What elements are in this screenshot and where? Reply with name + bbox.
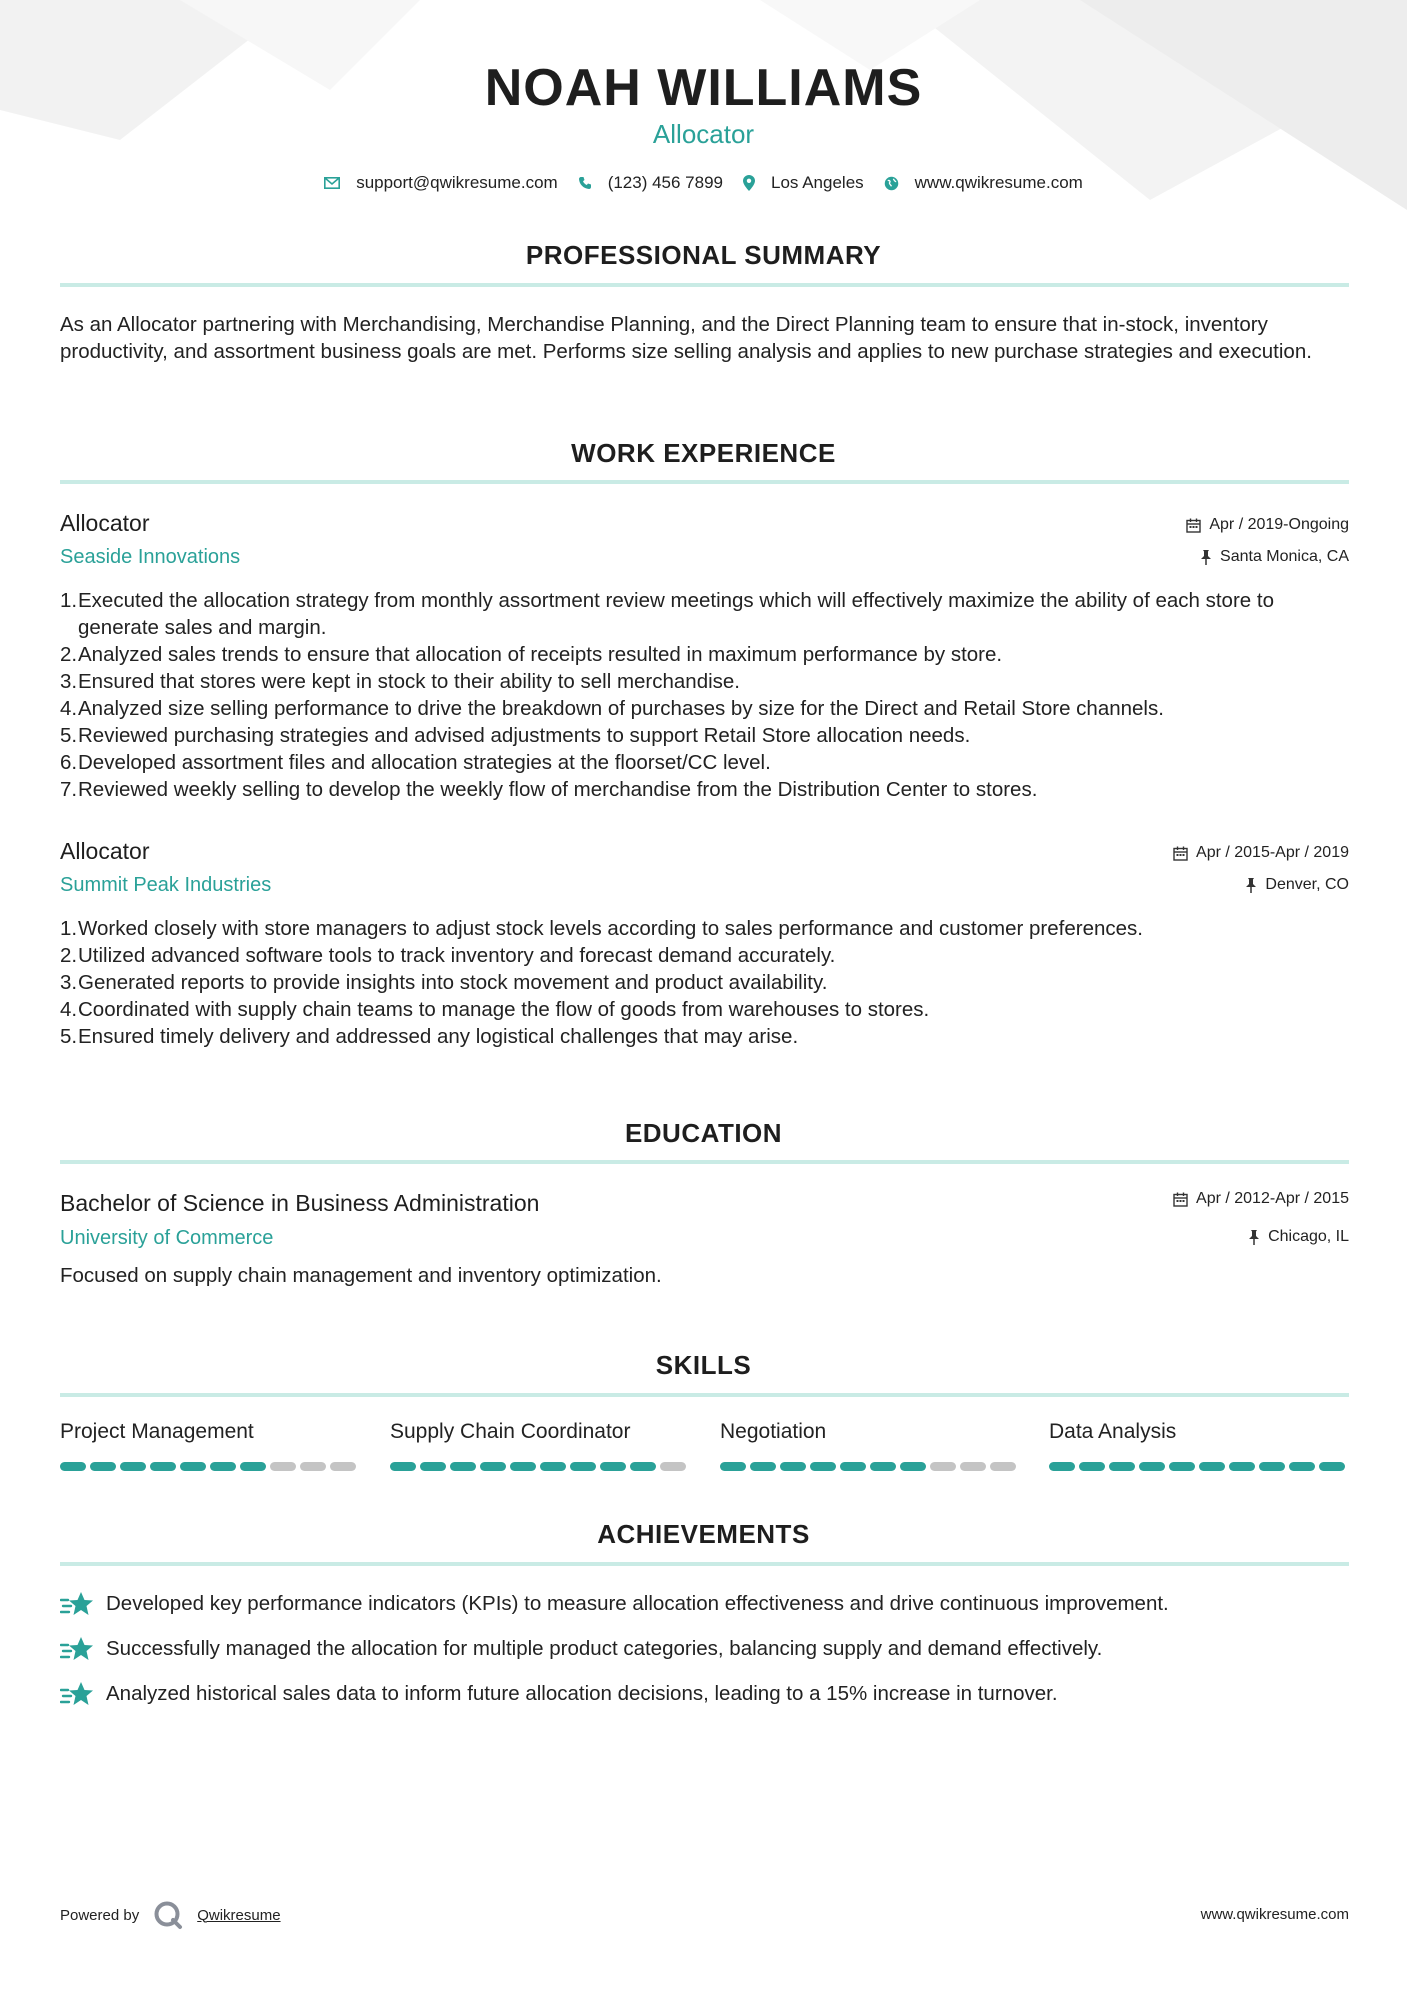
education-dates — [1173, 1190, 1349, 1208]
envelope-icon — [324, 177, 340, 189]
list-item: 5. Ensured timely delivery and addressed any logistical challenges that may arise. — [60, 1025, 799, 1048]
skill-segment-filled — [150, 1462, 176, 1471]
education-divider — [60, 1160, 1349, 1164]
candidate-name: NOAH WILLIAMS — [484, 59, 923, 117]
job-1-location-text: Santa Monica, CA — [1220, 548, 1349, 565]
qwikresume-link[interactable]: Qwikresume — [197, 1906, 281, 1924]
job-1-bullets — [60, 587, 1349, 803]
calendar-icon — [1173, 846, 1188, 861]
job-1-dates — [1186, 516, 1349, 534]
list-item: 2. Analyzed sales trends to ensure that allocation of receipts resulted in maximum performance by store. — [60, 643, 1003, 666]
skill-label: Data Analysis — [1049, 1420, 1177, 1443]
skill-segment-filled — [750, 1462, 776, 1471]
list-item: 4. Analyzed size selling performance to drive the breakdown of purchases by size for the Direct and Retail Store channels. — [60, 697, 1164, 720]
skill-segment-filled — [810, 1462, 836, 1471]
pushpin-icon — [1200, 550, 1212, 565]
achievements-divider — [60, 1562, 1349, 1566]
job-1-company: Seaside Innovations — [60, 546, 241, 568]
job-2-location — [1245, 876, 1349, 894]
job-1-location — [1200, 548, 1349, 566]
skill-item — [720, 1420, 1020, 1471]
list-item: 2. Utilized advanced software tools to track inventory and forecast demand accurately. — [60, 944, 836, 967]
powered-by-label: Powered by — [60, 1906, 140, 1924]
skill-segment-filled — [420, 1462, 446, 1471]
skill-segment-empty — [930, 1462, 956, 1471]
skill-segment-filled — [1229, 1462, 1255, 1471]
skill-level-bar — [720, 1462, 1020, 1471]
achievement-item — [60, 1680, 1349, 1708]
contact-location — [743, 173, 864, 193]
education-description: Focused on supply chain management and inventory optimization. — [60, 1264, 662, 1287]
job-2-dates-text: Apr / 2015-Apr / 2019 — [1196, 844, 1349, 861]
list-item: 3. Ensured that stores were kept in stock to their ability to sell merchandise. — [60, 670, 741, 693]
education-location-text: Chicago, IL — [1268, 1228, 1349, 1245]
job-2-company: Summit Peak Industries — [60, 874, 272, 896]
candidate-title: Allocator — [652, 119, 755, 149]
skill-segment-empty — [270, 1462, 296, 1471]
skill-segment-filled — [600, 1462, 626, 1471]
skill-level-bar — [1049, 1462, 1349, 1471]
achievement-text: Successfully managed the allocation for multiple product categories, balancing supply and demand effectively. — [106, 1637, 1103, 1660]
skill-segment-filled — [1199, 1462, 1225, 1471]
skill-segment-filled — [630, 1462, 656, 1471]
skill-label: Supply Chain Coordinator — [390, 1420, 631, 1443]
job-1-dates-text: Apr / 2019-Ongoing — [1209, 516, 1349, 533]
achievements-heading: ACHIEVEMENTS — [597, 1519, 810, 1549]
summary-heading: PROFESSIONAL SUMMARY — [525, 240, 882, 270]
skill-segment-filled — [1169, 1462, 1195, 1471]
contact-phone[interactable] — [578, 173, 723, 193]
summary-text: As an Allocator partnering with Merchandising, Merchandise Planning, and the Direct Planning team to ensure that in-stock, inventory productivity, and assortment business goals are met. Performs size selling analysis and applies to new purchase strategies and execution. — [60, 313, 1312, 363]
education-school: University of Commerce — [60, 1227, 274, 1249]
pushpin-icon — [1248, 1230, 1260, 1245]
experience-divider — [60, 480, 1349, 484]
job-2-bullets — [60, 915, 1349, 1050]
skill-segment-filled — [1139, 1462, 1165, 1471]
skill-segment-filled — [60, 1462, 86, 1471]
skill-segment-filled — [720, 1462, 746, 1471]
skill-segment-filled — [240, 1462, 266, 1471]
skill-segment-filled — [1259, 1462, 1285, 1471]
skill-segment-filled — [390, 1462, 416, 1471]
skill-level-bar — [60, 1462, 360, 1471]
shooting-star-icon — [60, 1590, 94, 1618]
skill-segment-filled — [780, 1462, 806, 1471]
skill-segment-filled — [120, 1462, 146, 1471]
skill-segment-filled — [90, 1462, 116, 1471]
education-location — [1248, 1228, 1349, 1246]
skill-segment-filled — [1079, 1462, 1105, 1471]
achievement-item — [60, 1635, 1349, 1663]
skill-segment-filled — [840, 1462, 866, 1471]
calendar-icon — [1173, 1192, 1188, 1207]
phone-icon — [578, 176, 592, 190]
skill-segment-filled — [900, 1462, 926, 1471]
job-1-title: Allocator — [60, 510, 150, 536]
pushpin-icon — [1245, 878, 1257, 893]
skill-segment-empty — [960, 1462, 986, 1471]
skill-segment-filled — [1049, 1462, 1075, 1471]
list-item: 7. Reviewed weekly selling to develop the weekly flow of merchandise from the Distribution Center to stores. — [60, 778, 1038, 801]
skill-segment-filled — [450, 1462, 476, 1471]
footer-powered-by — [60, 1900, 281, 1930]
qwikresume-logo-icon — [153, 1900, 183, 1930]
skill-item — [1049, 1420, 1349, 1471]
shooting-star-icon — [60, 1635, 94, 1663]
list-item: 1. Worked closely with store managers to adjust stock levels according to sales performance and customer preferences. — [60, 917, 1143, 940]
job-2-dates — [1173, 844, 1349, 862]
list-item: 5. Reviewed purchasing strategies and advised adjustments to support Retail Store allocation needs. — [60, 724, 971, 747]
achievement-item — [60, 1590, 1349, 1618]
list-item: 4. Coordinated with supply chain teams to manage the flow of goods from warehouses to stores. — [60, 998, 930, 1021]
skill-segment-filled — [210, 1462, 236, 1471]
education-degree: Bachelor of Science in Business Administration — [60, 1190, 540, 1216]
list-item: 1. Executed the allocation strategy from monthly assortment review meetings which will effectively maximize the ability of each store to generate sales and margin. — [60, 589, 1274, 639]
shooting-star-icon — [60, 1680, 94, 1708]
skill-segment-filled — [510, 1462, 536, 1471]
list-item: 3. Generated reports to provide insights into stock movement and product availability. — [60, 971, 828, 994]
footer-website[interactable]: www.qwikresume.com — [1200, 1906, 1349, 1923]
skill-segment-empty — [330, 1462, 356, 1471]
skill-segment-empty — [990, 1462, 1016, 1471]
contact-email[interactable] — [324, 173, 558, 193]
skills-heading: SKILLS — [655, 1350, 752, 1380]
skills-divider — [60, 1393, 1349, 1397]
list-item: 6. Developed assortment files and allocation strategies at the floorset/CC level. — [60, 751, 771, 774]
phone-text: (123) 456 7899 — [607, 173, 724, 192]
globe-icon — [884, 176, 899, 191]
skill-segment-filled — [480, 1462, 506, 1471]
skill-segment-filled — [180, 1462, 206, 1471]
website-text: www.qwikresume.com — [914, 173, 1083, 192]
map-pin-icon — [743, 175, 755, 191]
education-heading: EDUCATION — [624, 1118, 783, 1148]
contact-bar — [0, 173, 1407, 193]
skill-label: Negotiation — [720, 1420, 827, 1443]
skill-segment-filled — [1289, 1462, 1315, 1471]
skill-segment-filled — [1319, 1462, 1345, 1471]
skill-segment-filled — [870, 1462, 896, 1471]
achievement-text: Developed key performance indicators (KPIs) to measure allocation effectiveness and drive continuous improvement. — [106, 1592, 1169, 1615]
calendar-icon — [1186, 518, 1201, 533]
skill-segment-empty — [300, 1462, 326, 1471]
skill-item — [390, 1420, 690, 1471]
experience-heading: WORK EXPERIENCE — [571, 438, 836, 468]
skill-item — [60, 1420, 360, 1471]
skill-label: Project Management — [60, 1420, 254, 1443]
job-2-location-text: Denver, CO — [1265, 876, 1349, 893]
contact-website[interactable] — [884, 173, 1083, 193]
skill-segment-filled — [570, 1462, 596, 1471]
job-2-title: Allocator — [60, 838, 150, 864]
summary-divider — [60, 283, 1349, 287]
education-dates-text: Apr / 2012-Apr / 2015 — [1196, 1190, 1349, 1207]
skill-segment-filled — [1109, 1462, 1135, 1471]
skill-segment-empty — [660, 1462, 686, 1471]
skill-segment-filled — [540, 1462, 566, 1471]
email-text: support@qwikresume.com — [356, 173, 558, 192]
achievement-text: Analyzed historical sales data to inform future allocation decisions, leading to a 15% increase in turnover. — [106, 1682, 1058, 1705]
skill-level-bar — [390, 1462, 690, 1471]
location-text: Los Angeles — [771, 173, 864, 192]
